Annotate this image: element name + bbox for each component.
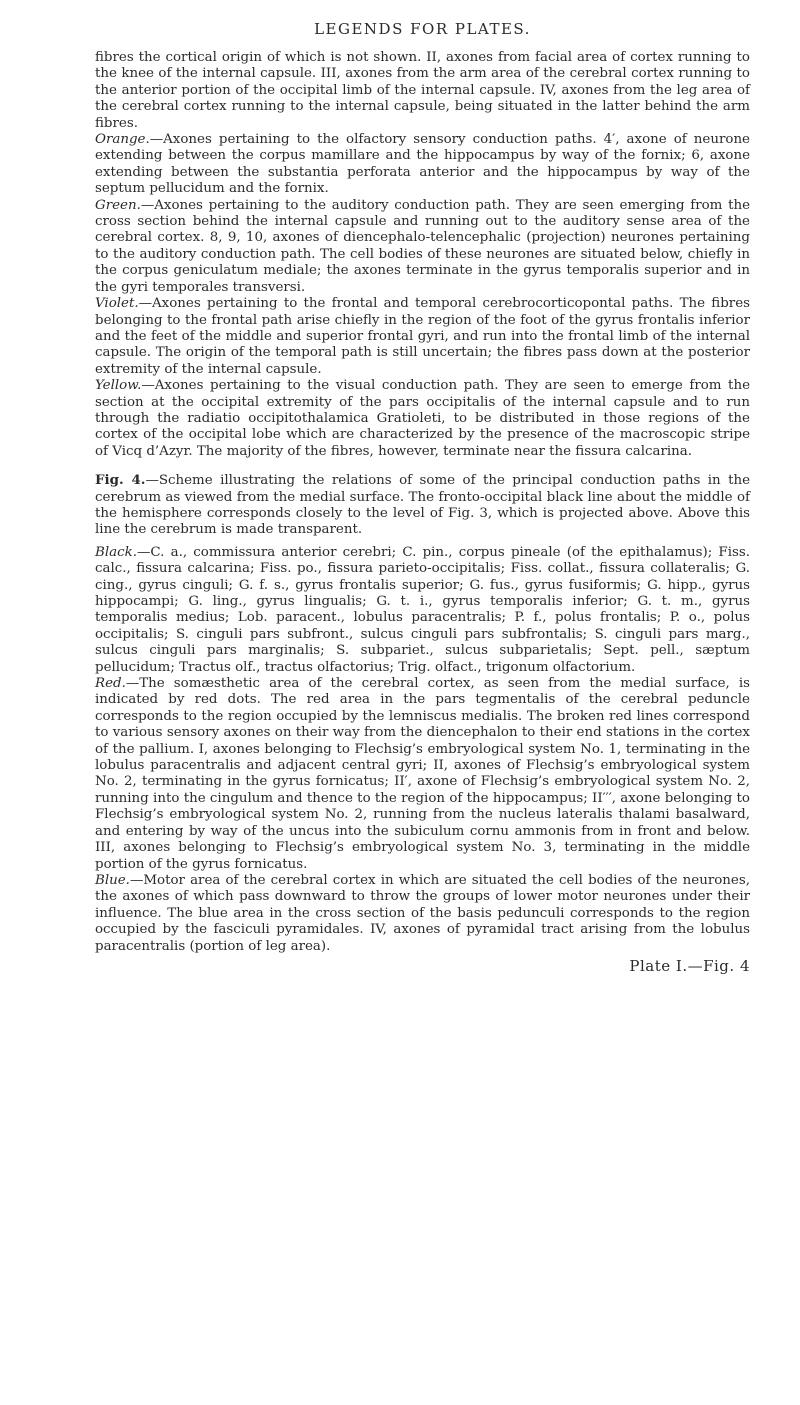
legend-label-orange: Orange. bbox=[95, 132, 150, 148]
legend-text-blue: —Motor area of the cerebral cortex in which are situated the cell bodies of the neurones, the axones of which pass downward to throw the groups of lower motor neurones under their influence. The blue area in the cross section of the basis pedunculi corresponds to the region occupied by the fasciculi pyramidales. IV, axones of pyramidal tract arising from the lobulus paracentralis (portion of leg area). bbox=[95, 872, 750, 954]
legend-orange bbox=[95, 132, 750, 198]
legend-green bbox=[95, 198, 750, 296]
legend-text-yellow: —Axones pertaining to the visual conduction path. They are seen to emerge from the section at the occipital extremity of the pars occipitalis of the internal capsule and to run through the radiatio occipitothalamica Gratioleti, to be distributed in those regions of the cortex of the occipital lobe which are characterized by the presence of the macroscopic stripe of Vicq d’Azyr. The majority of the fibres, however, terminate near the fissura calcarina. bbox=[95, 378, 750, 459]
legend-label-yellow: Yellow. bbox=[95, 378, 142, 394]
intro-paragraph: fibres the cortical origin of which is not shown. II, axones from facial area of cortex running to the knee of the internal capsule. III, axones from the arm area of the cerebral cortex running to the anterior portion of the occipital limb of the internal capsule. IV, axones from the leg area of the cerebral cortex running to the internal capsule, being situated in the latter behind the arm fibres. bbox=[95, 50, 750, 131]
legend-text-orange: —Axones pertaining to the olfactory sensory conduction paths. 4′, axone of neurone extending between the corpus mamillare and the hippocampus by way of the fornix; 6, axone extending between the substantia perforata anterior and the hippocampus by way of the septum pellucidum and the fornix. bbox=[95, 132, 750, 197]
legend-label-black: Black. bbox=[95, 544, 137, 560]
running-head: LEGENDS FOR PLATES. bbox=[314, 20, 531, 38]
section-gap bbox=[95, 460, 750, 472]
legend-text-black: —C. a., commissura anterior cerebri; C. pin., corpus pineale (of the epithalamus); Fiss. calc., fissura calcarina; Fiss. po., fissura parieto-occipitalis; Fiss. collat., fissura collateralis; G. cing., gyrus cinguli; G. f. s., gyrus frontalis superior; G. fus., gyrus fusiformis; G. hipp., gyrus hippocampi; G. ling., gyrus lingualis; G. t. i., gyrus temporalis inferior; G. t. m., gyrus temporalis medius; Lob. paracent., lobulus paracentralis; P. f., polus frontalis; P. o., polus occipitalis; S. cinguli pars subfront., sulcus cinguli pars subfrontalis; S. cinguli pars marg., sulcus cinguli pars marginalis; S. subpariet., sulcus subparietalis; Sept. pell., sæptum pellucidum; Tractus olf., tractus olfactorius; Trig. olfact., trigonum olfactorium. bbox=[95, 544, 750, 675]
plate-footer: Plate I.—Fig. 4 bbox=[629, 956, 750, 975]
legend-label-violet: Violet. bbox=[95, 296, 139, 312]
legend-black bbox=[95, 545, 750, 676]
fig4-caption bbox=[95, 472, 750, 539]
legend-yellow bbox=[95, 378, 750, 460]
legend-text-violet: —Axones pertaining to the frontal and temporal cerebrocorticopontal paths. The fibres belonging to the frontal path arise chiefly in the region of the foot of the gyrus frontalis inferior and the feet of the middle and superior frontal gyri, and run into the frontal limb of the internal capsule. The origin of the temporal path is still uncertain; the fibres pass down at the posterior extremity of the internal capsule. bbox=[95, 296, 750, 377]
page bbox=[95, 20, 750, 975]
legend-violet bbox=[95, 296, 750, 378]
fig4-label: Fig. 4. bbox=[95, 472, 146, 489]
legend-blue bbox=[95, 873, 750, 955]
legend-label-green: Green. bbox=[95, 197, 141, 213]
legend-red bbox=[95, 676, 750, 873]
legend-label-blue: Blue. bbox=[95, 872, 130, 888]
legend-text-green: —Axones pertaining to the auditory conduction path. They are seen emerging from the cross section behind the internal capsule and running out to the auditory sense area of the cerebral cortex. 8, 9, 10, axones of diencephalo-telencephalic (projection) neurones pertaining to the auditory conduction path. The cell bodies of these neurones are situated below, chiefly in the corpus geniculatum mediale; the axones terminate in the gyrus temporalis superior and in the gyri temporales transversi. bbox=[95, 197, 750, 295]
fig4-text: —Scheme illustrating the relations of some of the principal conduction paths in the cerebrum as viewed from the medial surface. The fronto-occipital black line about the middle of the hemisphere corresponds closely to the level of Fig. 3, which is projected above. Above this line the cerebrum is made transparent. bbox=[95, 473, 751, 538]
legend-label-red: Red. bbox=[95, 676, 126, 692]
legend-text-red: —The somæsthetic area of the cerebral cortex, as seen from the medial surface, is indicated by red dots. The red area in the pars tegmentalis of the cerebral peduncle corresponds to the region occupied by the lemniscus medialis. The broken red lines correspond to various sensory axones on their way from the diencephalon to their end stations in the cortex of the pallium. I, axones belonging to Flechsig’s embryological system No. 1, terminating in the lobulus paracentralis and adjacent central gyri; II, axones of Flechsig’s embryological system No. 2, terminating in the gyrus fornicatus; II′, axone of Flechsig’s embryological system No. 2, running into the cingulum and thence to the region of the hippocampus; II′′′, axone belonging to Flechsig’s embryological system No. 2, running from the nucleus lateralis thalami basalward, and entering by way of the uncus into the subiculum cornu ammonis from in front and below. III, axones belonging to Flechsig’s embryological system No. 3, terminating in the middle portion of the gyrus fornicatus. bbox=[95, 676, 750, 872]
